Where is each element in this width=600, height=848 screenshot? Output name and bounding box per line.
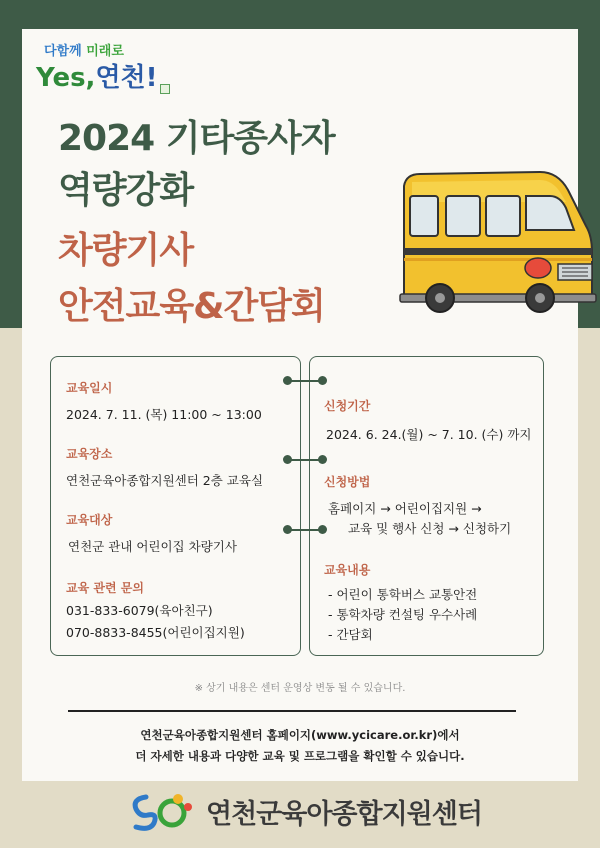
school-bus-icon xyxy=(390,156,600,314)
content-item: - 어린이 통학버스 교통안전 xyxy=(328,587,478,602)
target-value: 연천군 관내 어린이집 차량기사 xyxy=(68,539,237,554)
slogan-logo xyxy=(36,57,170,94)
target-label: 교육대상 xyxy=(66,513,113,527)
slogan-yeoncheon: 연천! xyxy=(95,63,158,93)
info-card-right xyxy=(309,356,544,656)
title-line-1: 2024 기타종사자 xyxy=(58,118,335,159)
info-card-left xyxy=(50,356,301,656)
divider xyxy=(68,710,516,712)
method-label: 신청방법 xyxy=(324,475,371,489)
center-logo-icon xyxy=(128,789,198,833)
content-label: 교육내용 xyxy=(324,563,371,577)
place-value: 연천군육아종합지원센터 2층 교육실 xyxy=(66,473,264,488)
title-line-4: 안전교육&간담회 xyxy=(58,286,325,327)
place-label: 교육장소 xyxy=(66,447,113,461)
title-line-2: 역량강화 xyxy=(58,170,194,211)
footer-logo xyxy=(128,789,482,833)
slogan-yes: Yes, xyxy=(36,63,96,93)
period-label: 신청기간 xyxy=(324,399,371,413)
connector-dot xyxy=(283,455,292,464)
inquiry-phone-1: 031-833-6079(육아친구) xyxy=(66,603,213,618)
date-label: 교육일시 xyxy=(66,381,113,395)
homepage-info-line-2: 더 자세한 내용과 다양한 교육 및 프로그램을 확인할 수 있습니다. xyxy=(135,749,465,763)
content-item: - 통학차량 컨설팅 우수사례 xyxy=(328,607,478,622)
inquiry-label: 교육 관련 문의 xyxy=(66,581,144,595)
connector-dot xyxy=(318,376,327,385)
period-value: 2024. 6. 24.(월) ~ 7. 10. (수) 까지 xyxy=(326,427,532,442)
method-line-2: 교육 및 행사 신청 → 신청하기 xyxy=(348,521,512,536)
date-value: 2024. 7. 11. (목) 11:00 ~ 13:00 xyxy=(66,407,262,422)
org-name: 연천군육아종합지원센터 xyxy=(206,798,482,830)
connector-dot xyxy=(318,455,327,464)
connector-dot xyxy=(283,376,292,385)
connector-dot xyxy=(318,525,327,534)
inquiry-phone-2: 070-8833-8455(어린이집지원) xyxy=(66,625,245,640)
content-item: - 간담회 xyxy=(328,627,373,642)
title-line-3: 차량기사 xyxy=(58,230,194,271)
connector-dot xyxy=(283,525,292,534)
slogan-top-part1: 다함께 xyxy=(44,44,82,59)
slogan-top-part2: 미래로 xyxy=(81,44,124,59)
homepage-info-line-1: 연천군육아종합지원센터 홈페이지(www.ycicare.or.kr)에서 xyxy=(140,728,460,742)
slogan-badge-icon xyxy=(160,84,170,94)
method-line-1: 홈페이지 → 어린이집지원 → xyxy=(328,501,482,516)
notice-text: ※ 상기 내용은 센터 운영상 변동 될 수 있습니다. xyxy=(194,683,406,694)
